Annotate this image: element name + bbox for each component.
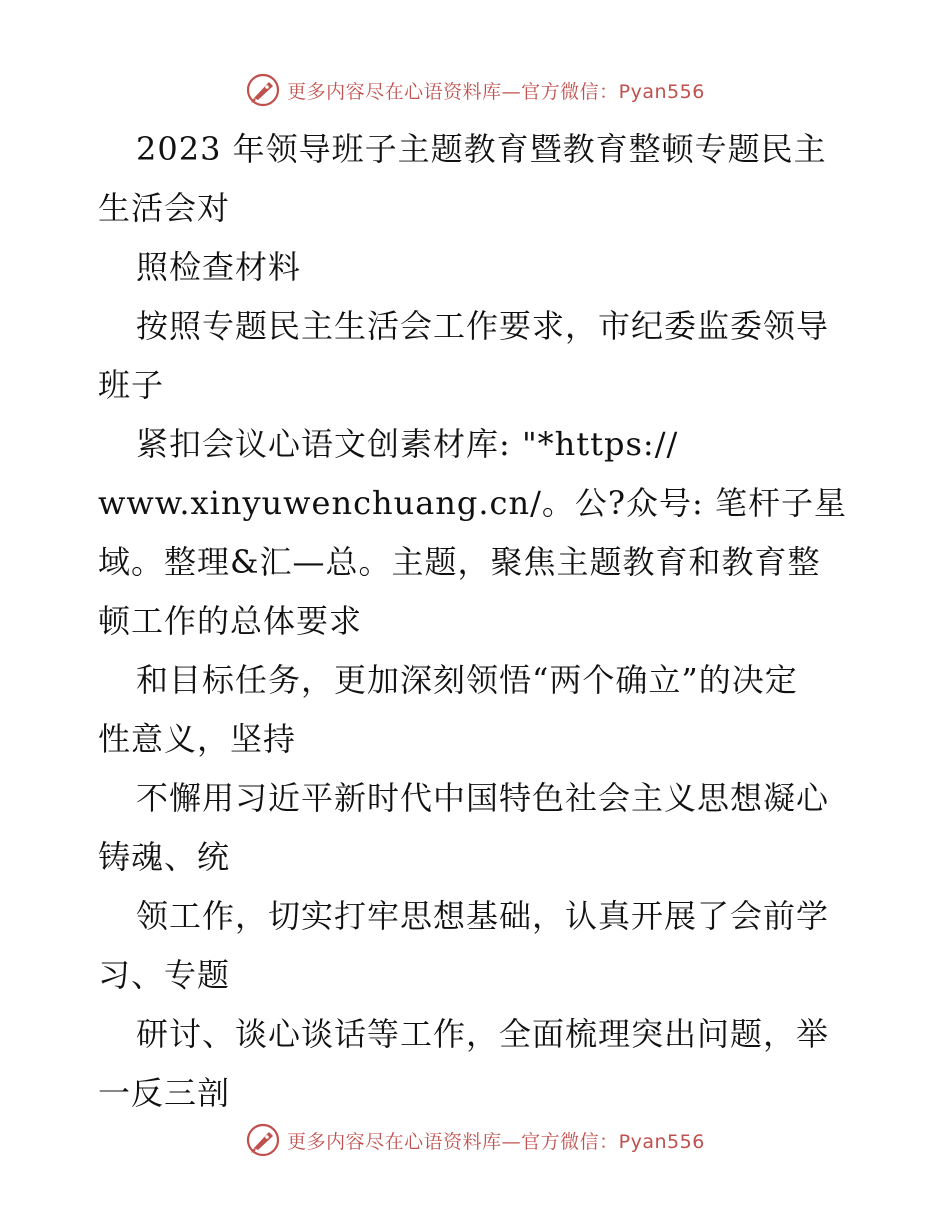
footer-banner-text: 更多内容尽在心语资料库—官方微信：Pyan556 <box>287 1130 705 1153</box>
text-line: 顿工作的总体要求 <box>98 602 363 640</box>
text-line: 研讨、谈心谈话等工作，全面梳理突出问题，举 <box>136 1015 830 1053</box>
header-banner-text: 更多内容尽在心语资料库—官方微信：Pyan556 <box>287 80 705 103</box>
text-line: 按照专题民主生活会工作要求，市纪委监委领导 <box>136 307 830 345</box>
text-line: 生活会对 <box>98 189 231 227</box>
footer-banner <box>0 1120 950 1160</box>
footer-wechat-id: Pyan556 <box>618 1130 705 1153</box>
text-line: 和目标任务，更加深刻领悟“两个确立”的决定 <box>136 661 798 699</box>
text-line: 紧扣会议心语文创素材库: "*https:// <box>136 425 679 463</box>
text-line: 照检查材料 <box>136 248 302 286</box>
text-line: www.xinyuwenchuang.cn/。公?众号: 笔杆子星 <box>98 484 847 522</box>
text-line: 习、专题 <box>98 956 231 994</box>
header-wechat-id: Pyan556 <box>618 80 705 103</box>
document-body <box>98 120 858 1123</box>
text-line: 域。整理&汇—总。主题，聚焦主题教育和教育整 <box>98 543 821 581</box>
text-line: 一反三剖 <box>98 1074 231 1112</box>
text-line: 性意义，坚持 <box>98 720 297 758</box>
text-line: 班子 <box>98 366 165 404</box>
text-line: 2023 年领导班子主题教育暨教育整顿专题民主 <box>136 130 827 168</box>
pen-nib-logo-icon <box>245 72 281 108</box>
pen-nib-logo-icon <box>245 1122 281 1158</box>
text-line: 不懈用习近平新时代中国特色社会主义思想凝心 <box>136 779 830 817</box>
header-banner <box>0 70 950 110</box>
text-line: 领工作，切实打牢思想基础，认真开展了会前学 <box>136 897 830 935</box>
text-line: 铸魂、统 <box>98 838 231 876</box>
